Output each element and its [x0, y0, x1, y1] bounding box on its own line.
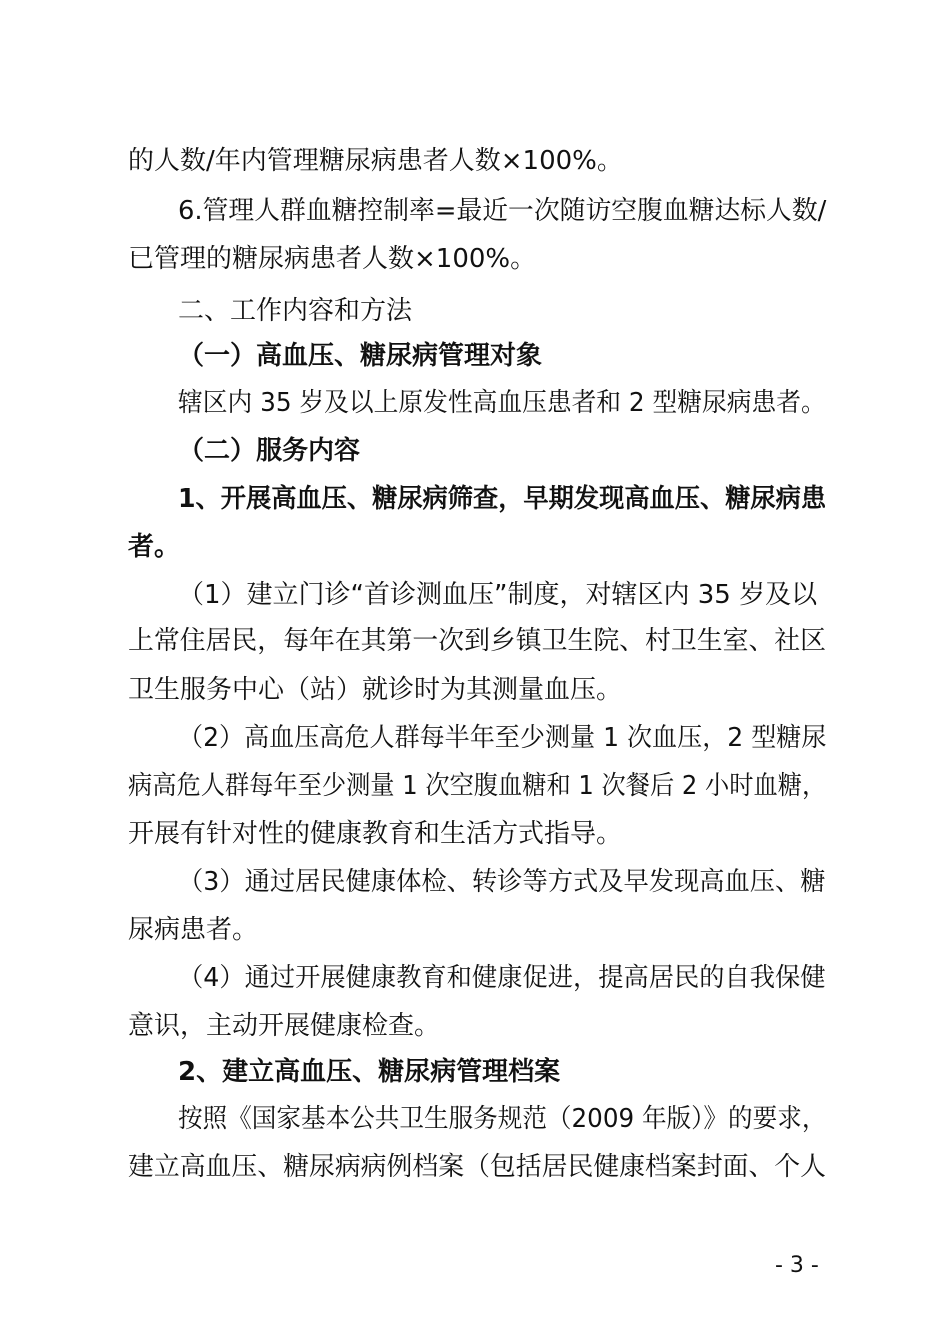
- text-line: 6.管理人群血糖控制率=最近一次随访空腹血糖达标人数/: [178, 196, 827, 226]
- text-line: 上常住居民，每年在其第一次到乡镇卫生院、村卫生室、社区: [128, 626, 827, 656]
- text-line: 病高危人群每年至少测量 1 次空腹血糖和 1 次餐后 2 小时血糖，: [128, 771, 827, 801]
- heading-line: （二）服务内容: [178, 436, 361, 466]
- text-line: 卫生服务中心（站）就诊时为其测量血压。: [128, 675, 623, 705]
- text-line: （3）通过居民健康体检、转诊等方式及早发现高血压、糖: [178, 867, 826, 897]
- text-line: 按照《国家基本公共卫生服务规范（2009 年版）》的要求，: [178, 1104, 827, 1134]
- heading-line: 2、建立高血压、糖尿病管理档案: [178, 1057, 561, 1087]
- text-line: 已管理的糖尿病患者人数×100%。: [128, 244, 537, 274]
- text-line: 的人数/年内管理糖尿病患者人数×100%。: [128, 146, 623, 176]
- page-number: - 3 -: [775, 1253, 819, 1278]
- text-line: 意识，主动开展健康检查。: [128, 1011, 441, 1041]
- text-line: 建立高血压、糖尿病病例档案（包括居民健康档案封面、个人: [128, 1152, 827, 1182]
- heading-line: 1、开展高血压、糖尿病筛查，早期发现高血压、糖尿病患: [178, 484, 827, 514]
- text-line: 开展有针对性的健康教育和生活方式指导。: [128, 819, 623, 849]
- text-line: （2）高血压高危人群每半年至少测量 1 次血压，2 型糖尿: [178, 723, 827, 753]
- heading-line: 者。: [128, 532, 181, 562]
- text-line: 二、工作内容和方法: [178, 296, 413, 326]
- text-line: （4）通过开展健康教育和健康促进，提高居民的自我保健: [178, 963, 826, 993]
- heading-line: （一）高血压、糖尿病管理对象: [178, 341, 543, 371]
- text-line: 尿病患者。: [128, 915, 259, 945]
- text-line: （1）建立门诊“首诊测血压”制度，对辖区内 35 岁及以: [178, 580, 818, 610]
- text-line: 辖区内 35 岁及以上原发性高血压患者和 2 型糖尿病患者。: [178, 388, 826, 418]
